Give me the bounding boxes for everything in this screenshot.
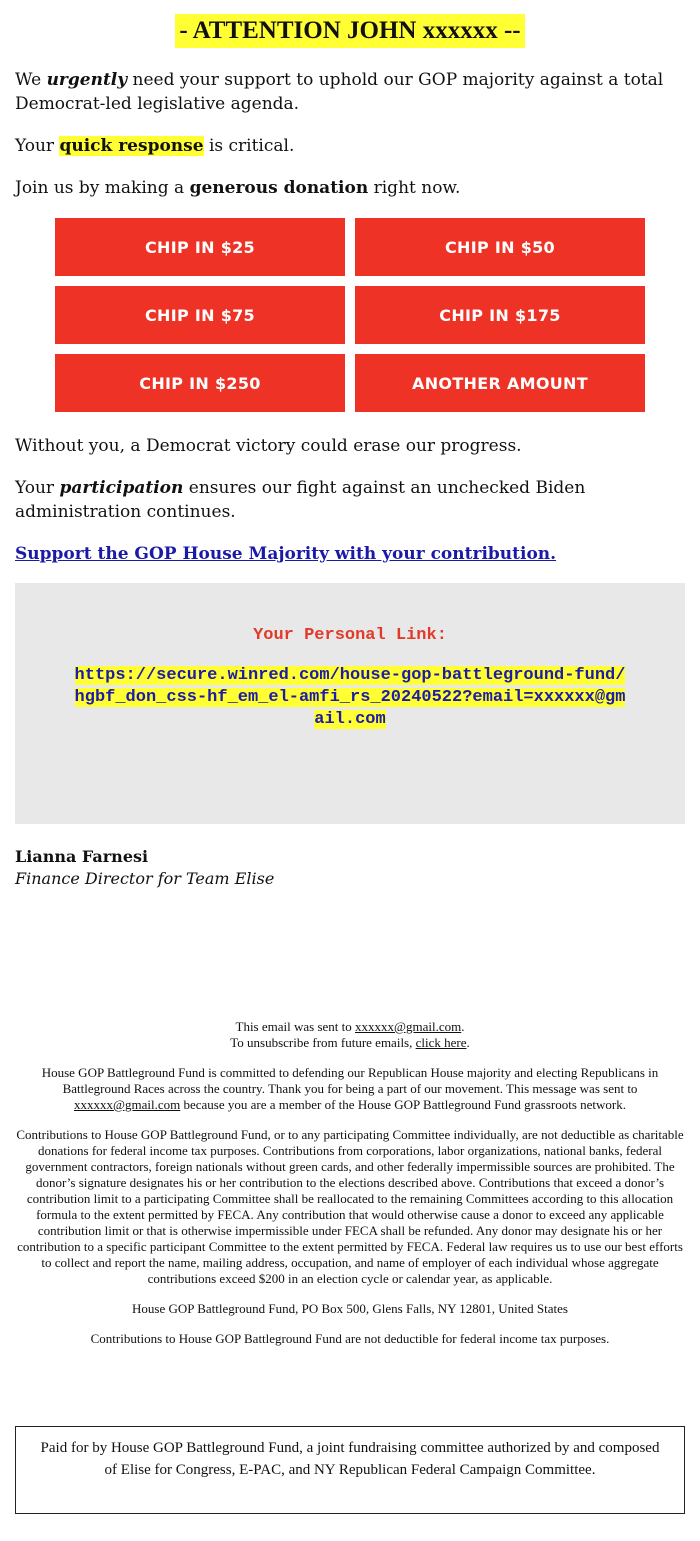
footer-email-link-2[interactable]: xxxxxx@gmail.com bbox=[74, 1097, 181, 1112]
footer-tax-note: Contributions to House GOP Battleground Fund are not deductible for federal income tax purposes. bbox=[90, 1331, 610, 1346]
footer-contributions-disclaimer: Contributions to House GOP Battleground Fund, or to any participating Committee individually, are not deductible as charitable donations for federal income tax purposes. Contributions from corporations, labor organizations, national banks, federal government contractors, foreign nationals without green cards, and other federally impermissible sources are prohibited. The donor’s signature designates his or her contribution to the elections described above. Contributions that exceed a donor’s contribution limit to a participating Committee shall be reallocated to the remaining Committees according to this allocation formula to the extent permitted by FECA. Any contribution that would otherwise cause a donor to exceed any applicable contribution limit or that is otherwise impermissible under FECA shall be refunded. Any donor may designate his or her contribution to a specific participant Committee to the extent permitted by FECA. Federal law requires us to use our best efforts to collect and report the name, mailing address, occupation, and name of employer of each individual whose aggregate contributions exceed $200 in an election cycle or calendar year, as applicable. bbox=[16, 1127, 684, 1286]
donation-paragraph bbox=[15, 176, 685, 200]
chip-in-50-button[interactable]: CHIP IN $50 bbox=[355, 218, 645, 276]
generous-donation-bold: generous donation bbox=[189, 178, 369, 198]
text-span: . bbox=[466, 1035, 470, 1050]
text-span: To unsubscribe from future emails, bbox=[230, 1035, 416, 1050]
support-gop-link[interactable]: Support the GOP House Majority with your contribution. bbox=[15, 544, 557, 564]
footer-committed bbox=[15, 1065, 685, 1113]
quick-response-paragraph bbox=[15, 134, 685, 158]
footer-email-link[interactable]: xxxxxx@gmail.com bbox=[355, 1019, 462, 1034]
personal-link-wrap bbox=[70, 665, 630, 731]
emphasis-urgently: urgently bbox=[46, 70, 128, 90]
text-span: Your bbox=[15, 136, 60, 156]
emphasis-participation: participation bbox=[59, 478, 184, 498]
text-span: Join us by making a bbox=[15, 178, 190, 198]
footer-address: House GOP Battleground Fund, PO Box 500, Glens Falls, NY 12801, United States bbox=[132, 1301, 568, 1316]
text-span: . bbox=[461, 1019, 465, 1034]
footer-sent-to bbox=[15, 1019, 685, 1051]
text-span: This email was sent to bbox=[235, 1019, 356, 1034]
personal-link-url[interactable]: https://secure.winred.com/house-gop-battleground-fund/hgbf_don_css-hf_em_el-amfi_rs_20240522?email=xxxxxx@gmail.com bbox=[74, 666, 626, 729]
text-span: is critical. bbox=[203, 136, 295, 156]
unsubscribe-link[interactable]: click here bbox=[415, 1035, 467, 1050]
chip-in-250-button[interactable]: CHIP IN $250 bbox=[55, 354, 345, 412]
chip-in-175-button[interactable]: CHIP IN $175 bbox=[355, 286, 645, 344]
attention-headline: - ATTENTION JOHN xxxxxx -- bbox=[175, 14, 524, 48]
text-span: right now. bbox=[368, 178, 461, 198]
another-amount-button[interactable]: ANOTHER AMOUNT bbox=[355, 354, 645, 412]
text-span: House GOP Battleground Fund is committed to defending our Republican House majority and electing Republicans in Battleground Races across the country. Thank you for being a part of our movement. This message was sent to bbox=[41, 1065, 659, 1096]
text-span: We bbox=[15, 70, 47, 90]
text-span: ensures our fight against an unchecked Biden administration continues. bbox=[15, 478, 586, 522]
donation-button-grid bbox=[55, 218, 685, 412]
text-span: because you are a member of the House GOP Battleground Fund grassroots network. bbox=[180, 1097, 626, 1112]
text-span: Your bbox=[15, 478, 60, 498]
footer bbox=[15, 1019, 685, 1361]
participation-paragraph bbox=[15, 476, 685, 524]
signature-title: Finance Director for Team Elise bbox=[15, 869, 275, 888]
personal-link-box bbox=[15, 583, 685, 824]
signature-name: Lianna Farnesi bbox=[15, 847, 149, 866]
chip-in-25-button[interactable]: CHIP IN $25 bbox=[55, 218, 345, 276]
urgent-paragraph bbox=[15, 68, 685, 116]
chip-in-75-button[interactable]: CHIP IN $75 bbox=[55, 286, 345, 344]
without-you-paragraph: Without you, a Democrat victory could erase our progress. bbox=[15, 436, 522, 456]
paid-for-box: Paid for by House GOP Battleground Fund, a joint fundraising committee authorized by and composed of Elise for Congress, E-PAC, and NY Republican Federal Campaign Committee. bbox=[15, 1426, 685, 1514]
personal-link-label: Your Personal Link: bbox=[253, 626, 447, 645]
text-span: need your support to uphold our GOP majority against a total Democrat-led legislative agenda. bbox=[15, 70, 664, 114]
headline-row bbox=[15, 0, 685, 48]
quick-response-highlight: quick response bbox=[59, 136, 204, 156]
